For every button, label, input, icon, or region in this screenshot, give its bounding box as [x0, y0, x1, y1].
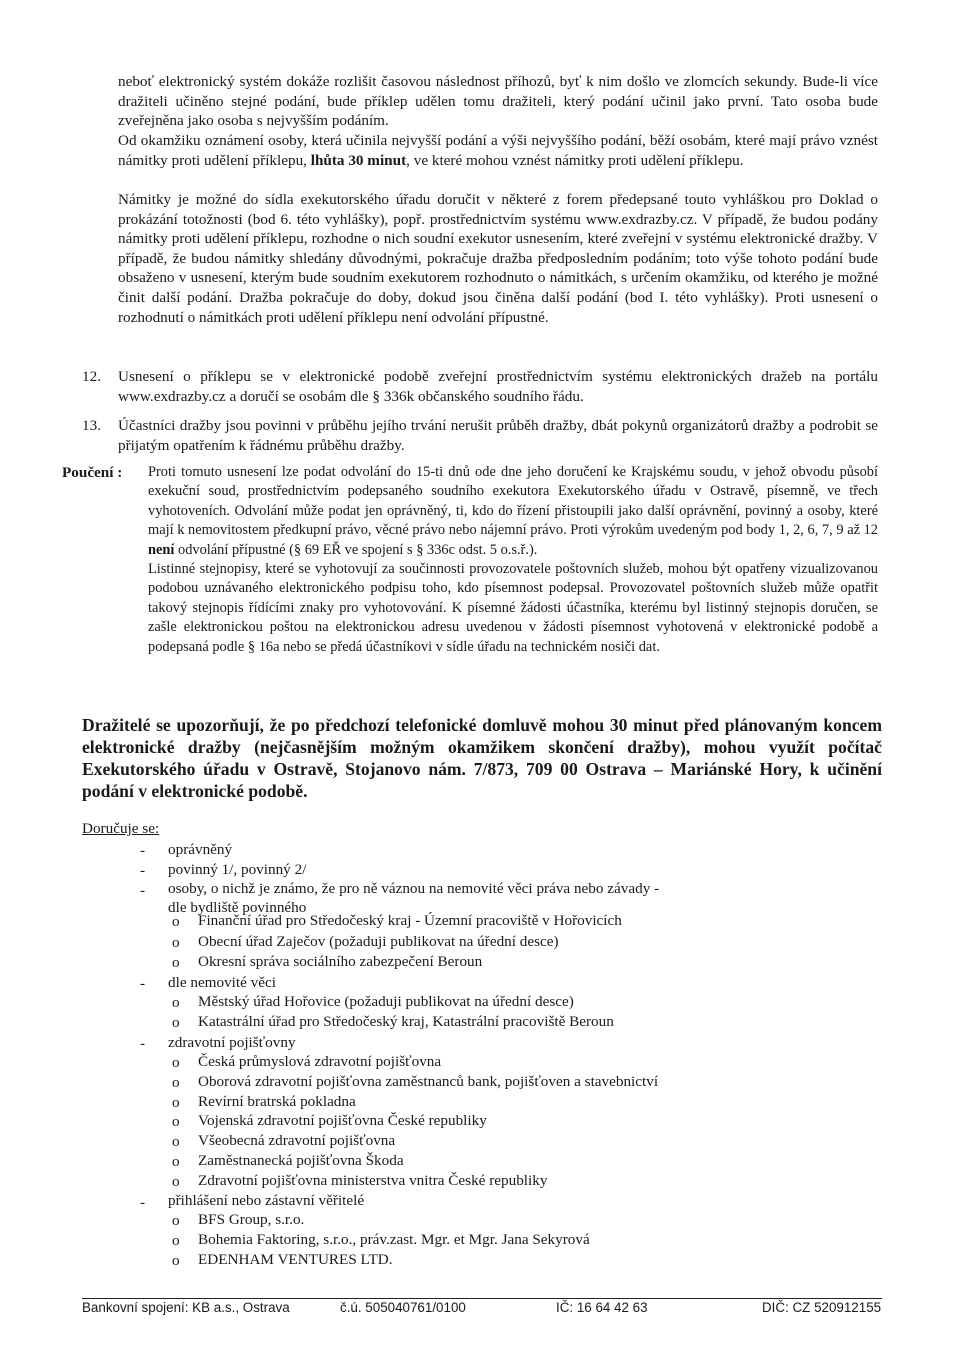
bullet-marker: o — [172, 994, 180, 1011]
bullet-marker: o — [172, 1074, 180, 1091]
dash-marker: - — [140, 1194, 146, 1211]
bullet-marker: o — [172, 1054, 180, 1071]
bullet-marker: o — [172, 954, 180, 971]
paragraph-text: neboť elektronický systém dokáže rozlišit časovou následnost příhozů, byť k nim došlo ve zlomcích sekundy. Bude-li více dražiteli učiněno stejné podání, bude příklep udělen tomu dražiteli, který podání učinil jako první. Tato osoba bude zveřejněna jako osoba s nejvyšším podáním. — [118, 73, 878, 130]
recipient-line: Bohemia Faktoring, s.r.o., práv.zast. Mgr. et Mgr. Jana Sekyrová — [198, 1231, 590, 1248]
bullet-marker: o — [172, 913, 180, 930]
footer-account: č.ú. 505040761/0100 — [340, 1300, 466, 1315]
item-number-13: 13. — [82, 417, 101, 434]
recipient-line: Obecní úřad Zaječov (požaduji publikovat na úřední desce) — [198, 933, 559, 950]
item-text: Usnesení o příklepu se v elektronické podobě zveřejní prostřednictvím systému elektronických dražeb na portálu www.exdrazby.cz a doručí se osobám dle § 336k občanského soudního řádu. — [118, 368, 878, 405]
recipient-line: BFS Group, s.r.o. — [198, 1211, 305, 1228]
recipient-line: Vojenská zdravotní pojišťovna České republiky — [198, 1112, 487, 1129]
item-13-text — [118, 416, 878, 455]
bullet-marker: o — [172, 1173, 180, 1190]
pouceni-text — [148, 463, 878, 657]
doruceni-heading: Doručuje se: — [82, 820, 160, 837]
item-12-text — [118, 367, 878, 406]
recipient-line: Všeobecná zdravotní pojišťovna — [198, 1132, 396, 1149]
dash-marker: - — [140, 862, 146, 879]
paragraph-text: , ve které mohou vznést námitky proti udělení příklepu. — [406, 151, 744, 169]
paragraph-objection-deadline — [118, 131, 878, 170]
recipient-line: přihlášení nebo zástavní věřitelé — [168, 1192, 365, 1209]
footer-rule — [82, 1298, 882, 1299]
recipient-line: dle nemovité věci — [168, 974, 276, 991]
bullet-marker: o — [172, 1153, 180, 1170]
paragraph-text: Od okamžiku oznámení osoby, která učinila nejvyšší podání a výši nejvyššího podání, běží osobám, které mají právo vznést námitky proti udělení příklepu, — [118, 132, 878, 169]
item-text: Účastníci dražby jsou povinni v průběhu jejího trvání nerušit průběh dražby, dbát pokynů organizátorů dražby a podrobit se přijatým opatřením k řádnému průběhu dražby. — [118, 417, 878, 454]
recipient-line: Katastrální úřad pro Středočeský kraj, Katastrální pracoviště Beroun — [198, 1013, 614, 1030]
recipient-line: EDENHAM VENTURES LTD. — [198, 1251, 393, 1268]
recipient-line: Zaměstnanecká pojišťovna Škoda — [198, 1152, 404, 1169]
pouceni-text-part: Listinné stejnopisy, které se vyhotovují za součinnosti provozovatele poštovních služeb, mohou být opatřeny vizualizovanou podobou uznávaného elektronického podpisu toho, kdo písemnost podepsal. Provozovatel poštovních služeb může opatřit takový stejnopis řídícími znaky pro vyhotovování. K písemné žádosti účastníka, kterému byl listinný stejnopis doručen, se zašle elektronickou poštou na elektronickou adresu uvedenou v žádosti písemnost vyhotovená v elektronické podobě a podepsaná podle § 16a nebo se předá účastníkovi v sídle úřadu na technickém nosiči dat. — [148, 561, 878, 655]
footer-bank: Bankovní spojení: KB a.s., Ostrava — [82, 1300, 290, 1315]
bullet-marker: o — [172, 1094, 180, 1111]
bullet-marker: o — [172, 934, 180, 951]
pouceni-text-part: odvolání přípustné (§ 69 EŘ ve spojení s § 336c odst. 5 o.s.ř.). — [174, 541, 538, 558]
bullet-marker: o — [172, 1252, 180, 1269]
item-number-12: 12. — [82, 368, 101, 385]
recipient-line: povinný 1/, povinný 2/ — [168, 861, 307, 878]
recipient-line: Finanční úřad pro Středočeský kraj - Územní pracoviště v Hořovicích — [198, 912, 622, 929]
footer-ic: IČ: 16 64 42 63 — [556, 1300, 648, 1315]
bullet-marker: o — [172, 1133, 180, 1150]
footer-dic: DIČ: CZ 520912155 — [762, 1300, 882, 1315]
paragraph-timing — [118, 72, 878, 131]
pouceni-text-part: Proti tomuto usnesení lze podat odvolání do 15-ti dnů ode dne jeho doručení ke Krajskému soudu, v jehož obvodu působí exekuční soud, prostřednictvím podepsaného soudního exekutora Exekutorského úřadu v Ostravě, písemně, ve třech vyhotoveních. Odvolání může podat jen oprávněný, ti, kdo do řízení přistoupili jako další oprávnění, povinný a osoby, které mají k nemovitostem předkupní právo, věcné právo nebo nájemní právo. Proti výrokům uvedeným pod body 1, 2, 6, 7, 9 až 12 — [148, 464, 878, 539]
dash-marker: - — [140, 975, 146, 992]
pouceni-emphasis: není — [148, 541, 175, 558]
recipient-line: Městský úřad Hořovice (požaduji publikovat na úřední desce) — [198, 993, 574, 1010]
recipient-line: dle bydliště povinného — [168, 899, 307, 916]
paragraph-text: Námitky je možné do sídla exekutorského úřadu doručit v některé z forem předepsané touto vyhláškou pro Doklad o prokázání totožnosti (bod 6. této vyhlášky), popř. prostřednictvím systému www.exdrazby.cz. V případě, že budou podány námitky proti udělení příklepu, rozhodne o nich soudní exekutor usnesením, které zveřejní v systému elektronické dražby. V případě, že budou námitky shledány důvodnými, pokračuje dražba předposledním podáním; toto výše tohoto podání bude obsaženo v usnesení, kterým bude soudním exekutorem rozhodnuto o námitkách, s určením okamžiku, od kterého je možné činit další podání. Dražba pokračuje do doby, dokud jsou činěna další podání (bod I. této vyhlášky). Proti usnesení o rozhodnutí o námitkách proti udělení příklepu není odvolání přípustné. — [118, 191, 878, 326]
recipient-line: Oborová zdravotní pojišťovna zaměstnanců bank, pojišťoven a stavebnictví — [198, 1073, 659, 1090]
bullet-marker: o — [172, 1014, 180, 1031]
bullet-marker: o — [172, 1212, 180, 1229]
recipient-line: osoby, o nichž je známo, že pro ně váznou na nemovité věci práva nebo závady - — [168, 880, 660, 897]
deadline-text: lhůta 30 minut — [310, 151, 407, 169]
paragraph-objections — [118, 190, 878, 327]
dash-marker: - — [140, 1035, 146, 1052]
recipient-line: zdravotní pojišťovny — [168, 1034, 296, 1051]
dash-marker: - — [140, 842, 146, 859]
recipient-line: Okresní správa sociálního zabezpečení Beroun — [198, 953, 483, 970]
recipient-line: Zdravotní pojišťovna ministerstva vnitra České republiky — [198, 1172, 548, 1189]
recipient-line: oprávněný — [168, 841, 233, 858]
bullet-marker: o — [172, 1232, 180, 1249]
recipient-line: Revírní bratrská pokladna — [198, 1093, 356, 1110]
pouceni-label: Poučení : — [62, 464, 123, 481]
recipient-line: Česká průmyslová zdravotní pojišťovna — [198, 1053, 442, 1070]
dash-marker: - — [140, 882, 146, 899]
bullet-marker: o — [172, 1113, 180, 1130]
notice-bold: Dražitelé se upozorňují, že po předchozí telefonické domluvě mohou 30 minut před plánovaným koncem elektronické dražby (nejčasnějším možným okamžikem skončení dražby), mohou využít počítač Exekutorského úřadu v Ostravě, Stojanovo nám. 7/873, 709 00 Ostrava – Mariánské Hory, k učinění podání v elektronické podobě. — [82, 715, 882, 801]
